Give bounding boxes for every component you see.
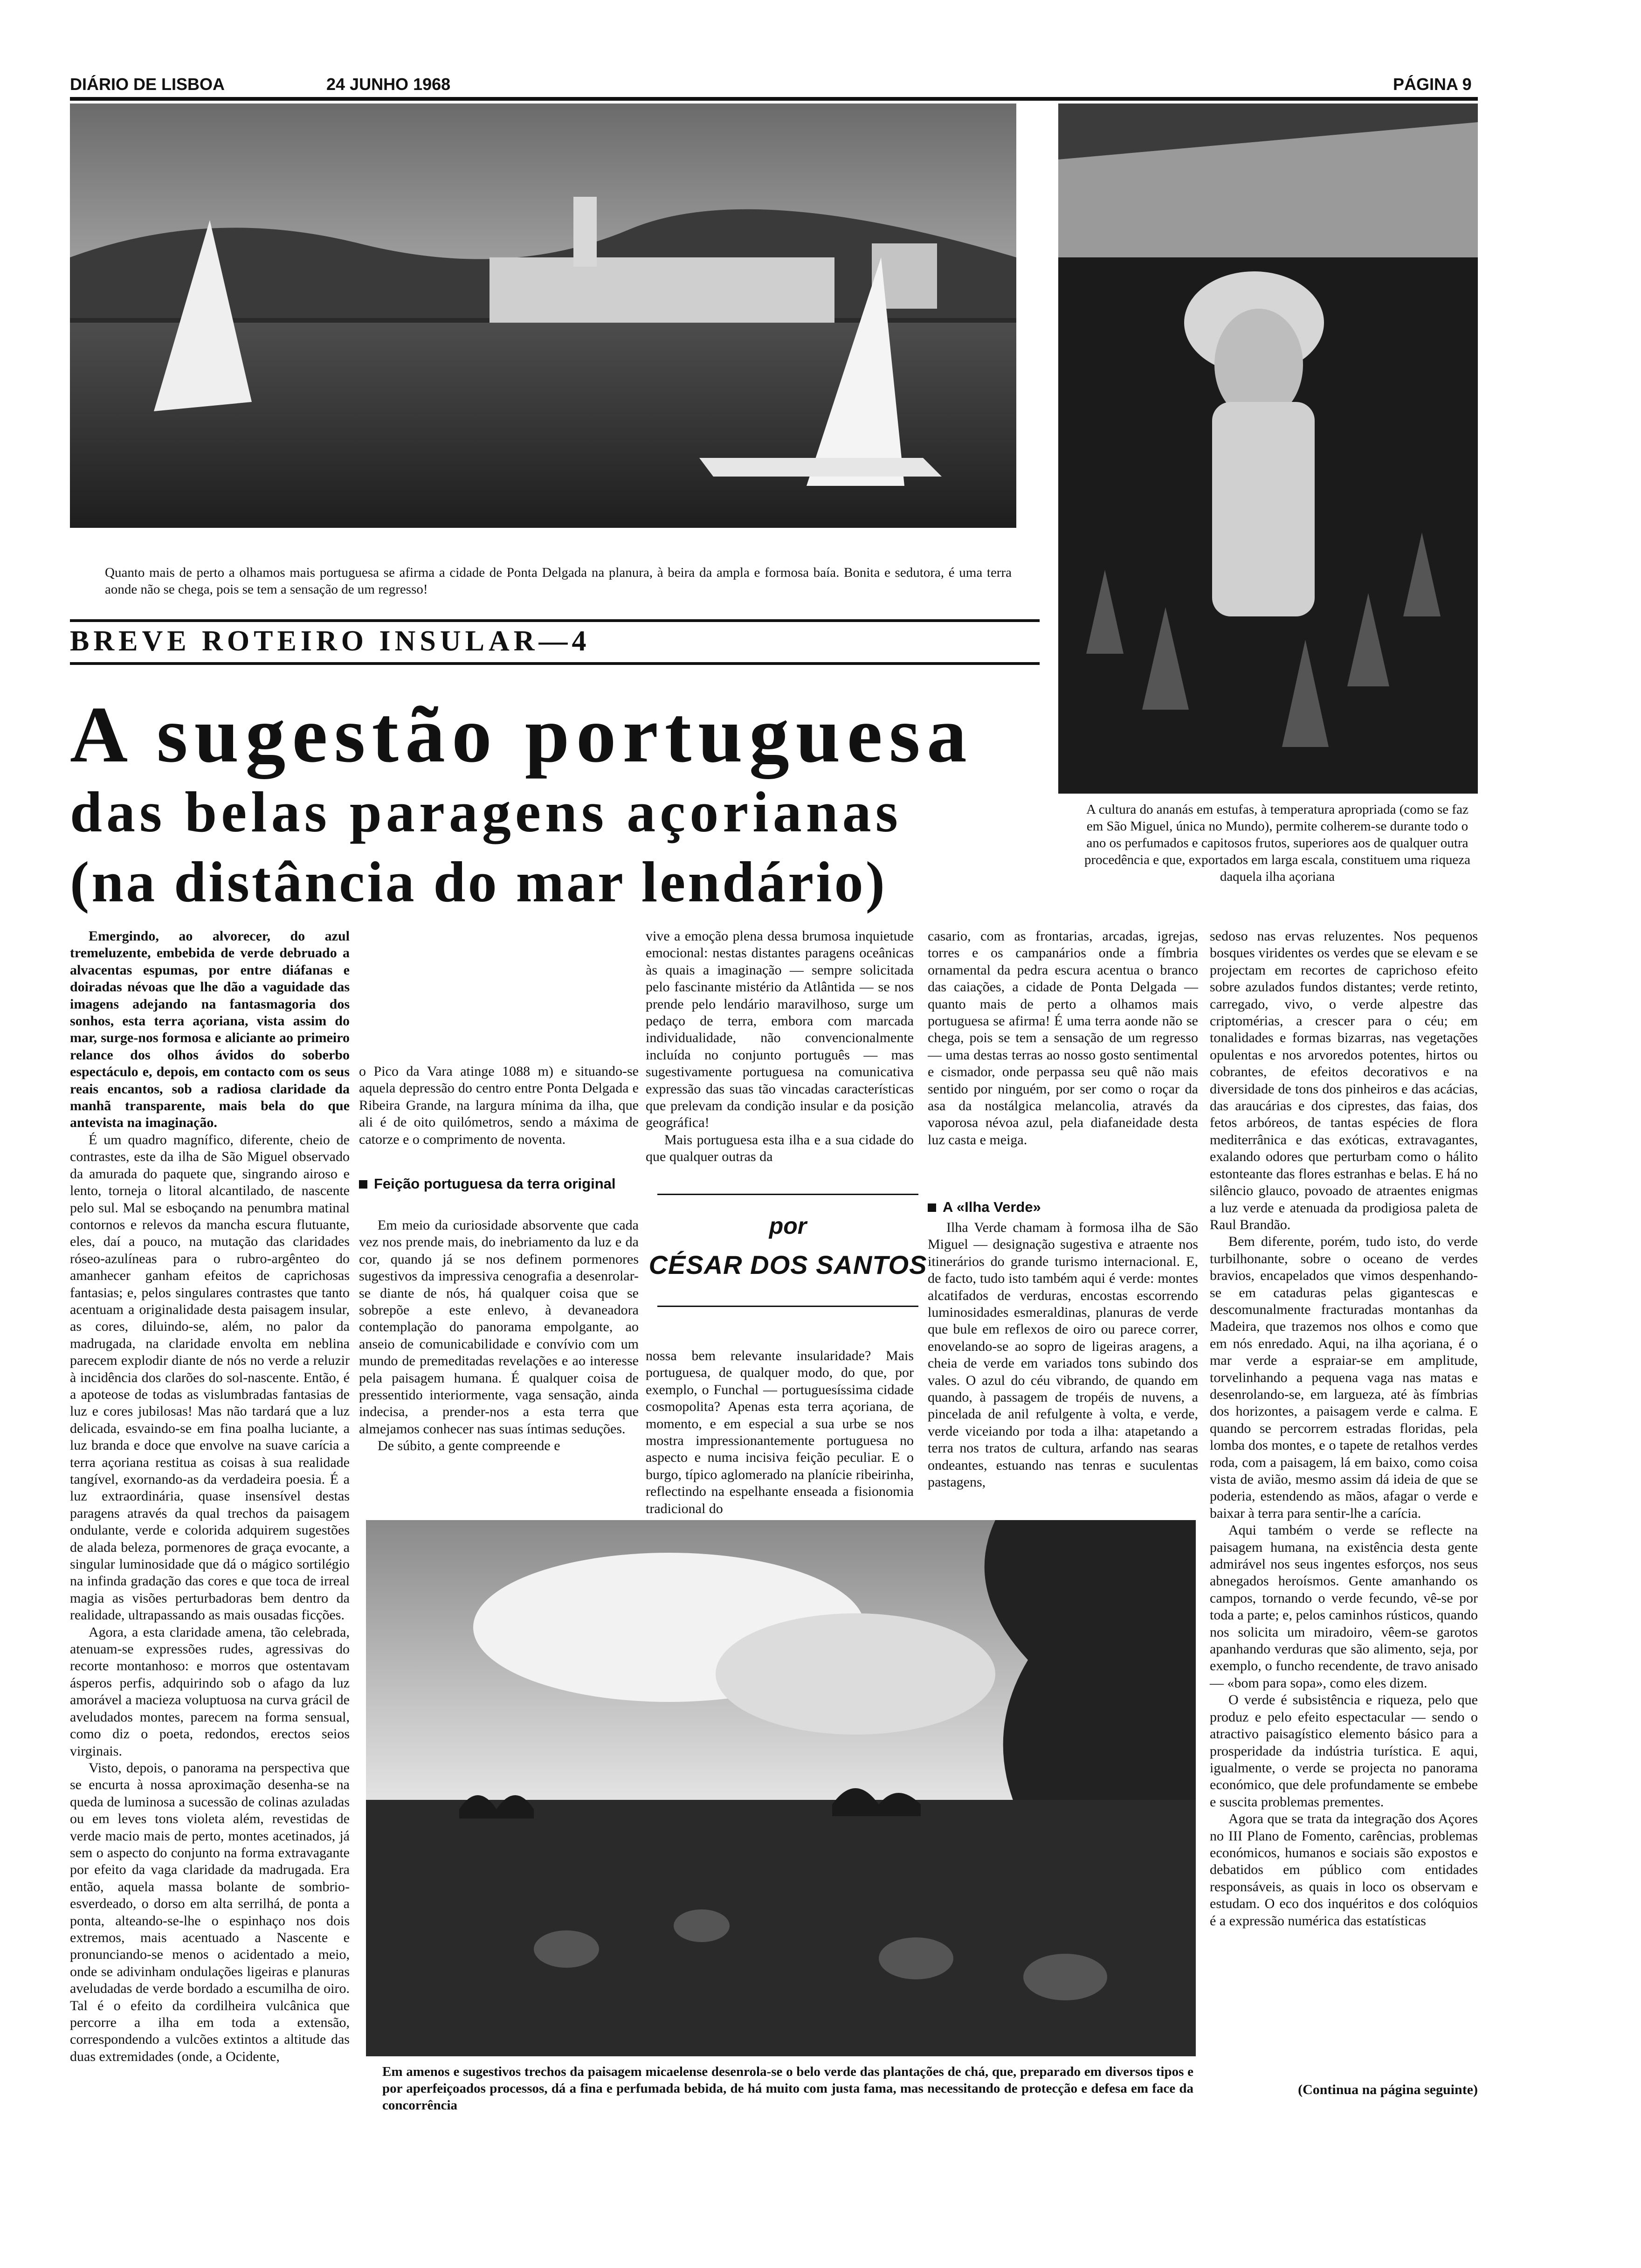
article-column-3-top xyxy=(646,928,914,1175)
tea-plantation-photo xyxy=(366,1520,1196,2056)
article-column-4-bottom xyxy=(928,1219,1198,1508)
pineapple-photo xyxy=(1058,104,1478,794)
article-paragraph: Visto, depois, o panorama na perspectiva que se encurta à nossa aproximação desenha-se na queda de luminosa a sucessão de colinas azuladas ou em leves tons violeta além, revestidas de verde macio mais de perto, montes acetinados, já sem o aspecto do conjunto na forma extravagante por efeito da vaga claridade da madrugada. Era então, aquela massa bolante de sombrio-esverdeado, o dorso em alta serrilhá, de ponta a ponta, alteando-se-lhe o espinhaço nos dois extremos, mais acentuado a Nascente e pronunciando-se menos o acidentado a meio, onde se adivinham ondulações ligeiras e planuras aveludadas de verde bordado a escumilha de oiro. Tal é o efeito da cordilheira vulcânica que percorre a ilha em toda a extensão, correspondendo a vulcões extintos a altitude das duas extremidades (onde, a Ocidente, xyxy=(70,1760,350,2064)
article-paragraph: Mais portuguesa esta ilha e a sua cidade do que qualquer outras da xyxy=(646,1132,914,1165)
series-rule-bottom xyxy=(70,662,1040,665)
subhead-text: Feição portuguesa da terra original xyxy=(374,1175,616,1192)
article-paragraph: Em meio da curiosidade absorvente que cada vez nos prende mais, do inebriamento da luz e da cor, quando já se nos definem pormenores sugestivos da impressiva cenografia a desenrolar-se diante de nós, há qualquer coisa que se sobrepõe a este enlevo, à devaneadora contemplação do panorama empolgante, ao anseio de comunicabilidade e convívio com um mundo de premeditadas revelações e ao interesse pela paisagem humana. É qualquer coisa de pressentido interiormente, vaga sensação, ainda indecisa, a prender-nos a esta terra que almejamos conhecer nas suas íntimas seduções. xyxy=(359,1217,639,1437)
subhead-ilha-verde xyxy=(928,1198,1198,1216)
article-paragraph: sedoso nas ervas reluzentes. Nos pequenos bosques viridentes os verdes que se elevam e se projectam em recortes de caprichoso efeito sobre azulados fundos distantes; verde retinto, carregado, vivo, o verde alpestre das criptomérias, a crescer para o céu; em tonalidades e formas bizarras, nas vegetações opulentas e nos arvoredos potentes, hirtos ou cobrantes, de efeitos decorativos e na diversidade de tons dos pinheiros e das acácias, das araucárias e dos ciprestes, das faias, dos fetos arbóreos, de tantas espécies de flora mediterrânica e das exóticas, extravagantes, exalando odores que perturbam como o hálito estonteante das flores estranhas e belas. E há no silêncio glauco, povoado de atraentes enigmas a luz verde e atenuada da prodigiosa paleta de Raul Brandão. xyxy=(1210,928,1478,1232)
article-paragraph: vive a emoção plena dessa brumosa inquietude emocional: nestas distantes paragens oceânicas às quais a imaginação — sempre solicitada pelo fascinante mistério da Atlântida — se nos prende pelo lendário maravilhoso, surge um pedaço de terra, embora com marcada individualidade, não convencionalmente incluída no conjunto português — mas sugestivamente portuguesa na comunicativa expressão das suas tão vincadas características que prelevam da condição insular e da posição geográfica! xyxy=(646,928,914,1131)
headline-line-2: das belas paragens açorianas xyxy=(70,780,902,844)
article-column-4-top xyxy=(928,928,1198,1175)
article-paragraph: Aqui também o verde se reflecte na paisagem humana, na existência desta gente admirável nos seus ingentes esforços, nos seus abnegados heroísmos. Gente amanhando os campos, tornando o verde fecundo, vê-se por toda a parte; e, pelos caminhos rústicos, quando nos solicita um miradoiro, vêem-se garotos apanhando verduras que são alimento, seja, por exemplo, o funcho recendente, de travo anisado — «bom para sopa», como eles dizem. xyxy=(1210,1522,1478,1691)
article-paragraph: Agora que se trata da integração dos Açores no III Plano de Fomento, carências, problemas económicos, humanos e sociais são expostos e debatidos em público com entidades responsáveis, as quais in loco os observam e estudam. O eco dos inquéritos e dos colóquios é a expressão numérica das estatísticas xyxy=(1210,1811,1478,1929)
tea-plantation-photo-caption: Em amenos e sugestivos trechos da paisagem micaelense desenrola-se o belo verde das plantações de chá, que, preparado em diversos tipos e por aperfeiçoados processos, dá a fina e perfumada bebida, de há muito com justa fama, mas necessitando de protecção e defesa em face da concorrência xyxy=(382,2064,1193,2113)
header-rule xyxy=(70,97,1478,101)
subhead-feicao xyxy=(359,1175,639,1193)
byline-rule-bottom xyxy=(657,1306,918,1307)
article-column-3-bottom xyxy=(646,1348,914,1516)
article-paragraph: De súbito, a gente compreende e xyxy=(378,1438,560,1454)
page-number: PÁGINA 9 xyxy=(1393,75,1472,94)
subhead-marker-icon xyxy=(359,1180,367,1189)
pineapple-photo-caption: A cultura do ananás em estufas, à temperatura apropriada (como se faz em São Miguel, única no Mundo), permite colherem-se durante todo o ano os perfumados e capitosos frutos, superiores aos de qualquer outra procedência e que, exportados em larga escala, constituem uma riqueza daquela ilha açoriana xyxy=(1084,802,1470,884)
series-title: BREVE ROTEIRO INSULAR—4 xyxy=(70,625,591,657)
article-paragraph: Agora, a esta claridade amena, tão celebrada, atenuam-se expressões rudes, agressivas do recorte montanhoso: e morros que ostentavam ásperos perfis, adquirindo sob o afago da luz amorável a macieza voluptuosa na curva grácil de aveludados montes, parecem na forma sensual, como diz o poeta, redondos, erectos seios virginais. xyxy=(70,1624,350,1759)
article-paragraph: Bem diferente, porém, tudo isto, do verde turbilhonante, sobre o oceano de verdes bravios, encapelados que vimos despenhando-se em cataduras pelas gigantescas e descomunalmente fracturadas montanhas da Madeira, que trazemos nos olhos e como que em nós enredado. Aqui, na ilha açoriana, é o mar verde a espraiar-se em amplitude, torvelinhando a pequena vaga nas matas e desenrolando-se, em largueza, até às fímbrias dos horizontes, a paisagem verde e calma. E quando se percorrem estradas floridas, pela lomba dos montes, e o tapete de retalhos verdes roda, com a paisagem, lá em baixo, como coisa vista de avião, mesmo assim dá ideia de que se poderia, estendendo as mãos, afagar o verde e baixar à terra para sentir-lhe a carícia. xyxy=(1210,1234,1478,1521)
article-paragraph: casario, com as frontarias, arcadas, igrejas, torres e os campanários onde a fímbria ornamental da pedra escura acentua o branco das caiações, a cidade de Ponta Delgada — quanto mais de perto a olhamos mais portuguesa se afirma! É uma terra aonde não se chega, pois se tem a sensação de um regresso — uma destas terras ao nosso gosto sentimental e cismador, onde perpassa seu quê não mais sentido por ninguém, por ser como o roçar da asa da nostálgica melancolia, através da vaporosa névoa azul, pela diafaneidade desta luz casta e meiga. xyxy=(928,928,1198,1148)
article-column-2-bottom xyxy=(359,1217,639,1506)
byline-por: por xyxy=(769,1213,807,1239)
continued-notice: (Continua na página seguinte) xyxy=(1298,2082,1478,2097)
article-paragraph: O verde é subsistência e riqueza, pelo que produz e pelo efeito espectacular — sendo o atractivo paisagístico elemento básico para a prosperidade da indústria turística. E aqui, igualmente, o verde se projecta no panorama económico, que dele profundamente se embebe e suscita problemas prementes. xyxy=(1210,1692,1478,1810)
harbour-photo xyxy=(70,104,1016,528)
article-paragraph: É um quadro magnífico, diferente, cheio de contrastes, este da ilha de São Miguel observado da amurada do paquete que, singrando airoso e lento, torneja o litoral alcantilado, de nascente pelo sul. Mal se esboçando na penumbra matinal contornos e relevos da mancha escura flutuante, eles, daí a pouco, na mutação das claridades róseo-azulíneas para o rubro-argênteo do amanhecer ganham efeitos de caprichosas fantasias; e, pelos singulares contrastes que tanto acentuam a originalidade desta paisagem insular, as cores, diluindo-se, além, no palor da madrugada, na claridade envolta em neblina parecem explodir diante de nós no verde a reluzir à incidência dos clarões do sol-nascente. Então, é a apoteose de todas as vislumbradas fantasias de luz e cores jubilosas! Mas não tardará que a luz delicada, esvaindo-se em fina poalha luciante, a luz branda e doce que envolve na suave carícia a terra açoriana restitua as coisas à sua realidade tangível, exornando-as da verdadeira poesia. É a luz extraordinária, quase insensível destas paragens através da qual trechos da paisagem ondulante, verde e colorida adquirem sugestões de alada beleza, pormenores de graça evocante, a singular luminosidade que dá o mágico sortilégio na infinda gradação das cores e que toca de irreal magia as visões perturbadoras bem dentro da realidade, ultrapassando as mais ousadas ficções. xyxy=(70,1132,350,1623)
headline-main: A sugestão portuguesa xyxy=(70,691,973,779)
headline-line-3: (na distância do mar lendário) xyxy=(70,850,887,914)
article-paragraph: o Pico da Vara atinge 1088 m) e situando-se aquela depressão do centro entre Ponta Delgada e Ribeira Grande, na largura mínima da ilha, que ali é de oito quilómetros, sendo a máxima de catorze e o comprimento de noventa. xyxy=(359,1064,639,1147)
byline-rule-top xyxy=(657,1194,918,1195)
publication-name: DIÁRIO DE LISBOA xyxy=(70,75,225,94)
article-column-1 xyxy=(70,928,350,2215)
article-column-5 xyxy=(1210,928,1478,2070)
article-column-2-top xyxy=(359,1063,639,1170)
article-paragraph: nossa bem relevante insularidade? Mais portuguesa, de qualquer modo, do que, por exemplo, o Funchal — portuguesíssima cidade cosmopolita? Apenas esta terra açoriana, de momento, e em especial a sua urbe se nos mostra impressionantemente portuguesa no aspecto e numa incisiva feição peculiar. E o burgo, típico aglomerado na planície ribeirinha, reflectindo na espelhante enseada a fisionomia tradicional do xyxy=(646,1348,914,1516)
article-paragraph: Emergindo, ao alvorecer, do azul tremeluzente, embebida de verde debruado a alvacentas espumas, por entre diáfanas e doiradas névoas que lhe dão a vaguidade das imagens adejando na fantasmagoria dos sonhos, esta terra açoriana, vista assim do mar, surge-nos formosa e aliciante ao primeiro relance dos olhos ávidos do soberbo espectáculo e, depois, em contacto com os seus reais encantos, sob a radiosa claridade da manhã transparente, mais bela do que antevista na imaginação. xyxy=(70,928,350,1131)
issue-date: 24 JUNHO 1968 xyxy=(326,75,451,94)
harbour-photo-caption: Quanto mais de perto a olhamos mais portuguesa se afirma a cidade de Ponta Delgada na planura, à beira da ampla e formosa baía. Bonita e sedutora, é uma terra aonde não se chega, pois se tem a sensação de um regresso! xyxy=(105,565,1012,597)
subhead-marker-icon xyxy=(928,1203,936,1212)
subhead-text: A «Ilha Verde» xyxy=(943,1199,1041,1215)
series-rule-top xyxy=(70,619,1040,622)
byline-author: CÉSAR DOS SANTOS xyxy=(648,1250,927,1279)
article-paragraph: Ilha Verde chamam à formosa ilha de São Miguel — designação sugestiva e atraente nos itinerários do grande turismo internacional. E, de facto, tudo isto também aqui é verde: montes alcatifados de verduras, encostas escorrendo luminosidades esmeraldinas, planuras de verde que bule em reflexos de oiro ou parece correr, enovelando-se ao sopro de ligeiras aragens, a cheia de verde em variados tons subindo dos vales. O azul do céu vibrando, de quando em quando, à passagem de tropéis de nuvens, a pincelada de anil refulgente à volta, e verde, verde viceiando por toda a ilha: atapetando a terra nos tratos de cultura, arfando nas searas ondeantes, estuando nas tenras e suculentas pastagens, xyxy=(928,1220,1198,1490)
